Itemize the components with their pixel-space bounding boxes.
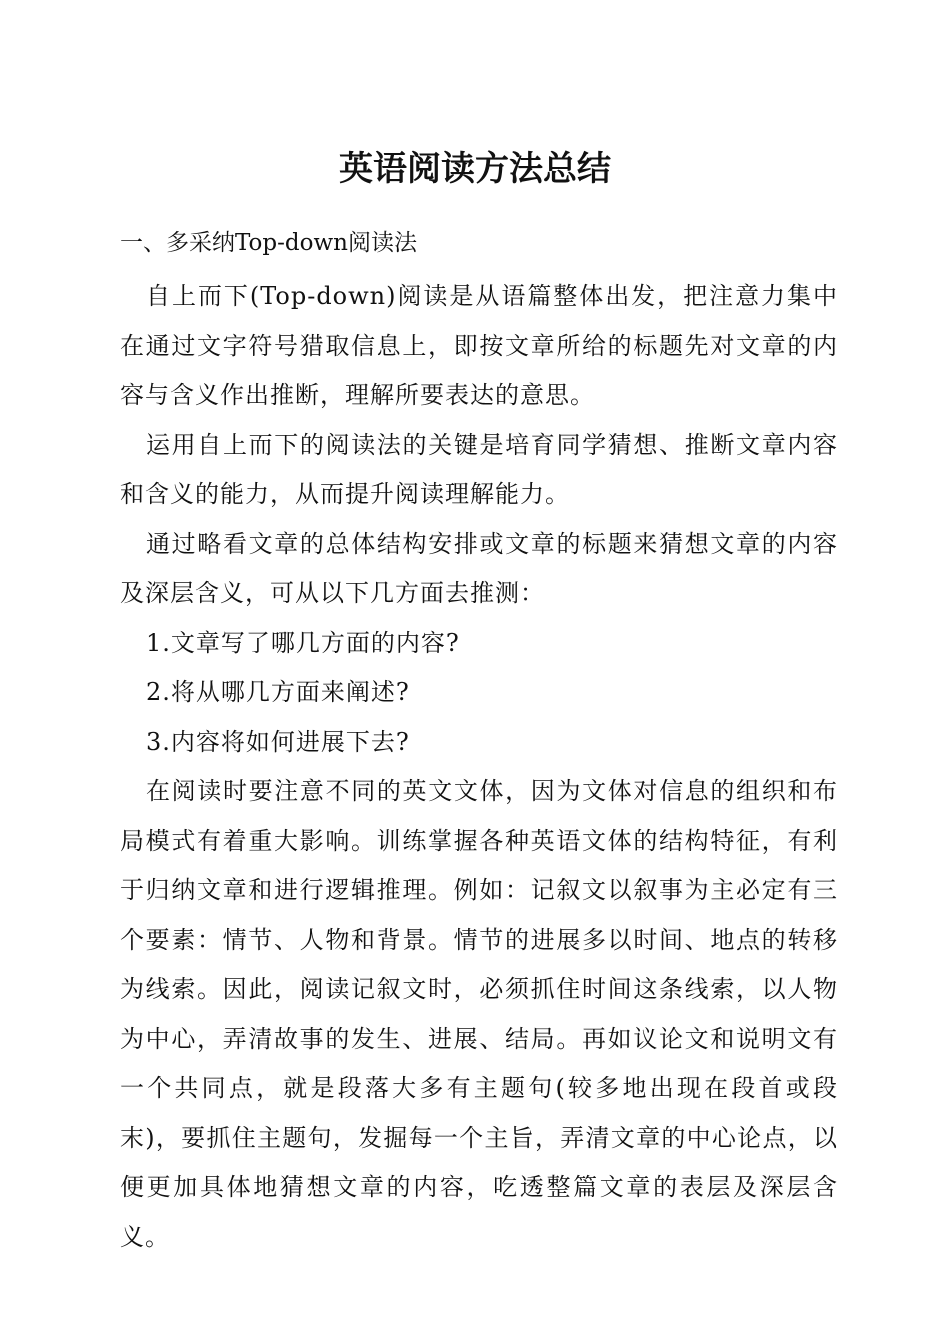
paragraph-key-point: 运用自上而下的阅读法的关键是培育同学猜想、推断文章内容和含义的能力，从而提升阅读理解能力。 bbox=[120, 430, 838, 508]
list-item-1: 1.文章写了哪几方面的内容? bbox=[146, 628, 460, 657]
page-title: 英语阅读方法总结 bbox=[339, 149, 611, 189]
paragraph-intro: 自上而下(Top-down)阅读是从语篇整体出发，把注意力集中在通过文字符号猎取信息上，即按文章所给的标题先对文章的内容与含义作出推断，理解所要表达的意思。 bbox=[120, 282, 838, 409]
body-text bbox=[120, 272, 838, 1262]
paragraph-genres: 在阅读时要注意不同的英文文体，因为文体对信息的组织和布局模式有着重大影响。训练掌握各种英语文体的结构特征，有利于归纳文章和进行逻辑推理。例如：记叙文以叙事为主必定有三个要素：情节、人物和背景。情节的进展多以时间、地点的转移为线索。因此，阅读记叙文时，必须抓住时间这条线索，以人物为中心，弄清故事的发生、进展、结局。再如议论文和说明文有一个共同点，就是段落大多有主题句(较多地出现在段首或段末)，要抓住主题句，发掘每一个主旨，弄清文章的中心论点，以便更加具体地猜想文章的内容，吃透整篇文章的表层及深层含义。 bbox=[120, 777, 838, 1251]
paragraph-approach: 通过略看文章的总体结构安排或文章的标题来猜想文章的内容及深层含义，可从以下几方面去推测： bbox=[120, 529, 838, 607]
section-heading: 一、多采纳Top-down阅读法 bbox=[120, 230, 417, 256]
list-item-3: 3.内容将如何进展下去? bbox=[146, 727, 410, 756]
list-item-2: 2.将从哪几方面来阐述? bbox=[146, 678, 410, 706]
